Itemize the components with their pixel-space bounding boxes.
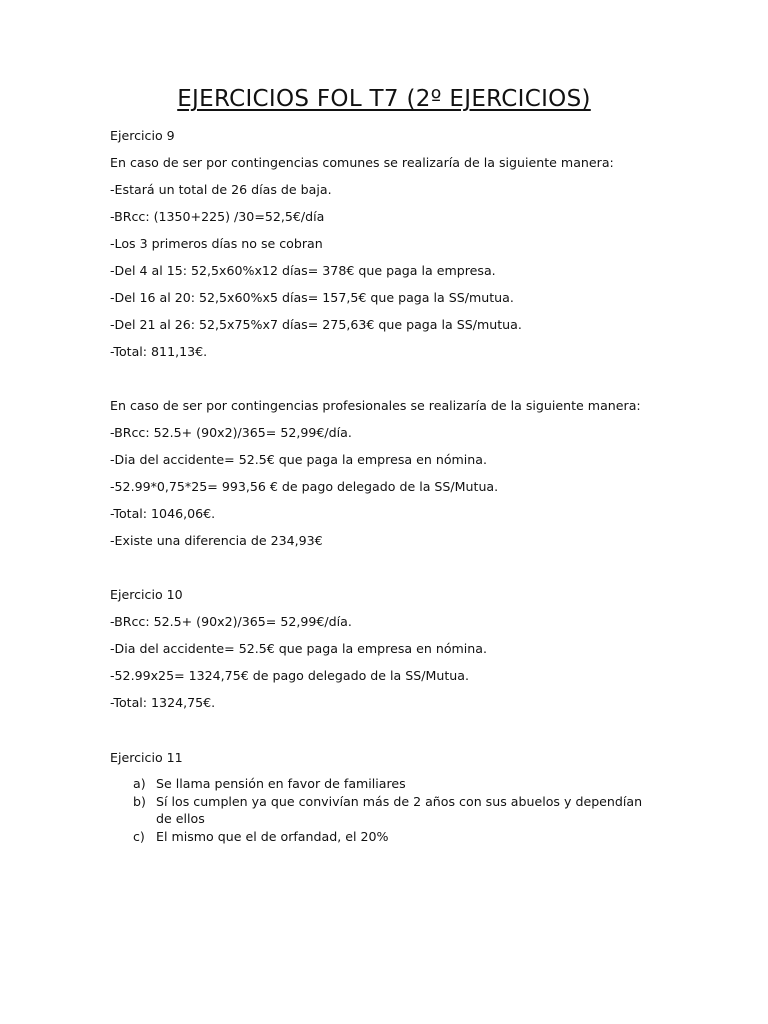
exercise-9-comunes-line: -Estará un total de 26 días de baja.: [110, 182, 332, 197]
exercise-9-profesionales-total: -Total: 1046,06€.: [110, 506, 216, 521]
exercise-11-item-c: [133, 829, 388, 844]
exercise-11-item-b: [133, 794, 642, 809]
exercise-9-difference: -Existe una diferencia de 234,93€: [110, 533, 323, 548]
exercise-11-heading: Ejercicio 11: [110, 750, 183, 765]
exercise-9-profesionales-line: -BRcc: 52.5+ (90x2)/365= 52,99€/día.: [110, 425, 352, 440]
exercise-9-comunes-total: -Total: 811,13€.: [110, 344, 208, 359]
exercise-9-intro-profesionales: En caso de ser por contingencias profesionales se realizaría de la siguiente manera:: [110, 398, 641, 413]
exercise-9-comunes-line: -Los 3 primeros días no se cobran: [110, 236, 323, 251]
exercise-9-comunes-line: -Del 4 al 15: 52,5x60%x12 días= 378€ que paga la empresa.: [110, 263, 496, 278]
exercise-9-profesionales-line: -Dia del accidente= 52.5€ que paga la empresa en nómina.: [110, 452, 487, 467]
exercise-11-item-b-continuation: de ellos: [156, 811, 205, 826]
exercise-9-comunes-line: -BRcc: (1350+225) /30=52,5€/día: [110, 209, 325, 224]
exercise-9-comunes-line: -Del 16 al 20: 52,5x60%x5 días= 157,5€ que paga la SS/mutua.: [110, 290, 514, 305]
list-item-text: Sí los cumplen ya que convivían más de 2 años con sus abuelos y dependían: [156, 794, 643, 809]
exercise-9-comunes-line: -Del 21 al 26: 52,5x75%x7 días= 275,63€ que paga la SS/mutua.: [110, 317, 522, 332]
exercise-11-item-a: [133, 776, 406, 791]
exercise-9-intro-comunes: En caso de ser por contingencias comunes se realizaría de la siguiente manera:: [110, 155, 614, 170]
exercise-9-profesionales-line: -52.99*0,75*25= 993,56 € de pago delegado de la SS/Mutua.: [110, 479, 499, 494]
list-marker: a): [133, 776, 146, 791]
list-marker: b): [133, 794, 146, 809]
list-item-text: El mismo que el de orfandad, el 20%: [156, 829, 389, 844]
exercise-10-line: -52.99x25= 1324,75€ de pago delegado de la SS/Mutua.: [110, 668, 469, 683]
list-item-text: Se llama pensión en favor de familiares: [156, 776, 406, 791]
list-marker: c): [133, 829, 145, 844]
exercise-10-heading: Ejercicio 10: [110, 587, 183, 602]
exercise-10-total: -Total: 1324,75€.: [110, 695, 216, 710]
exercise-10-line: -Dia del accidente= 52.5€ que paga la empresa en nómina.: [110, 641, 487, 656]
exercise-9-heading: Ejercicio 9: [110, 128, 175, 143]
document-title: EJERCICIOS FOL T7 (2º EJERCICIOS): [177, 86, 591, 112]
exercise-10-line: -BRcc: 52.5+ (90x2)/365= 52,99€/día.: [110, 614, 352, 629]
